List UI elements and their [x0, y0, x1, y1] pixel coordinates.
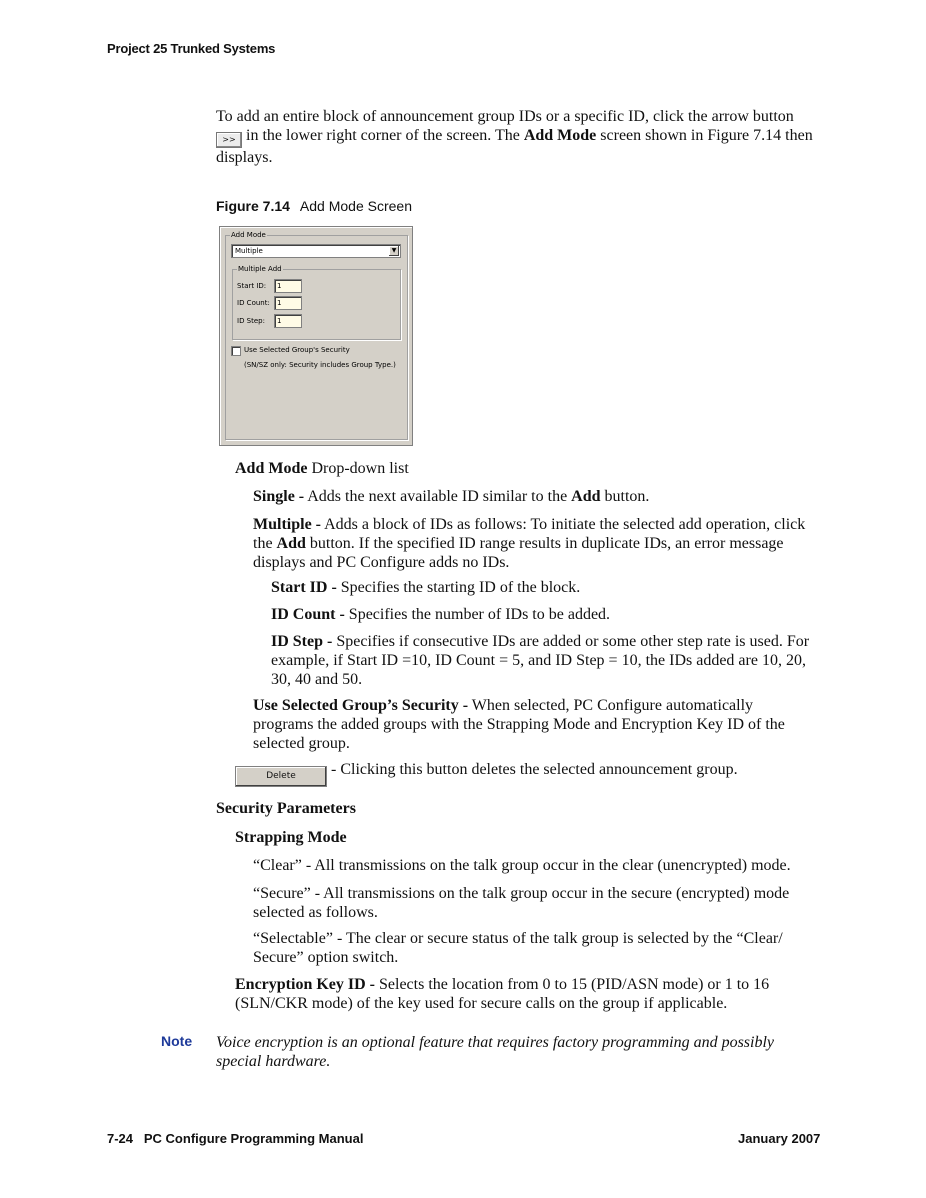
footer-manual-title: PC Configure Programming Manual	[143, 1131, 364, 1146]
note-text: Voice encryption is an optional feature that requires factory programming and possibly special hardware.	[216, 1034, 775, 1070]
chevron-down-icon[interactable]: ▼	[389, 246, 399, 256]
id-count-description: ID Count - Specifies the number of IDs to be added.	[271, 606, 611, 623]
strapping-mode-heading: Strapping Mode	[235, 829, 347, 846]
id-count-label: ID Count:	[237, 299, 270, 307]
add-mode-select[interactable]	[231, 244, 401, 258]
delete-button[interactable]: Delete	[235, 766, 327, 787]
figure-caption	[216, 198, 412, 214]
footer-date: January 2007	[738, 1131, 821, 1146]
page-header: Project 25 Trunked Systems	[107, 41, 276, 56]
figure-number: Figure 7.14	[216, 198, 290, 214]
figure-title: Add Mode Screen	[299, 198, 412, 214]
group-security-description: Use Selected Group’s Security - When selected, PC Configure automatically programs the added groups with the Strapping Mode and Encryption Key ID of the selected group.	[253, 697, 785, 752]
multiple-description: Multiple - Adds a block of IDs as follows: To initiate the selected add operation, click the Add button. If the specified ID range results in duplicate IDs, an error message displays and PC Configure adds no IDs.	[253, 516, 806, 571]
footer-page-title	[107, 1131, 363, 1146]
add-mode-dialog	[219, 226, 413, 446]
use-group-security-checkbox[interactable]	[231, 346, 241, 356]
selectable-description: “Selectable” - The clear or secure status of the talk group is selected by the “Clear/ Secure” option switch.	[253, 930, 783, 966]
start-id-label: Start ID:	[237, 282, 267, 290]
arrow-button[interactable]: >>	[216, 132, 242, 148]
add-mode-group-label: Add Mode	[231, 231, 266, 239]
start-id-input[interactable]: 1	[274, 279, 302, 293]
security-note-label: (SN/SZ only: Security includes Group Type.)	[244, 361, 396, 369]
secure-description: “Secure” - All transmissions on the talk group occur in the secure (encrypted) mode selected as follows.	[253, 885, 790, 921]
security-parameters-heading: Security Parameters	[216, 800, 356, 817]
intro-paragraph: To add an entire block of announcement group IDs or a specific ID, click the arrow button >> in the lower right corner of the screen. The Add Mode screen shown in Figure 7.14 then displays.	[216, 108, 813, 166]
multiple-add-group-label: Multiple Add	[238, 265, 282, 273]
clear-description: “Clear” - All transmissions on the talk group occur in the clear (unencrypted) mode.	[253, 857, 791, 874]
id-step-label: ID Step:	[237, 317, 265, 325]
add-mode-select-value: Multiple	[235, 247, 263, 255]
id-step-input[interactable]: 1	[274, 314, 302, 328]
id-count-input[interactable]: 1	[274, 296, 302, 310]
start-id-description: Start ID - Specifies the starting ID of the block.	[271, 579, 581, 596]
use-group-security-label: Use Selected Group's Security	[244, 346, 350, 354]
delete-description: Delete - Clicking this button deletes the selected announcement group.	[235, 760, 825, 787]
footer-page-number: 7-24	[107, 1131, 134, 1146]
id-step-description: ID Step - Specifies if consecutive IDs are added or some other step rate is used. For example, if Start ID =10, ID Count = 5, and ID Step = 10, the IDs added are 10, 20, 30, 40 and 50.	[271, 633, 810, 688]
encryption-key-description: Encryption Key ID - Selects the location from 0 to 15 (PID/ASN mode) or 1 to 16 (SLN/CKR mode) of the key used for secure calls on the group if applicable.	[235, 976, 770, 1012]
single-description: Single - Adds the next available ID similar to the Add button.	[253, 488, 650, 505]
add-mode-heading: Add Mode Drop-down list	[235, 460, 409, 477]
note-label: Note	[161, 1033, 193, 1049]
